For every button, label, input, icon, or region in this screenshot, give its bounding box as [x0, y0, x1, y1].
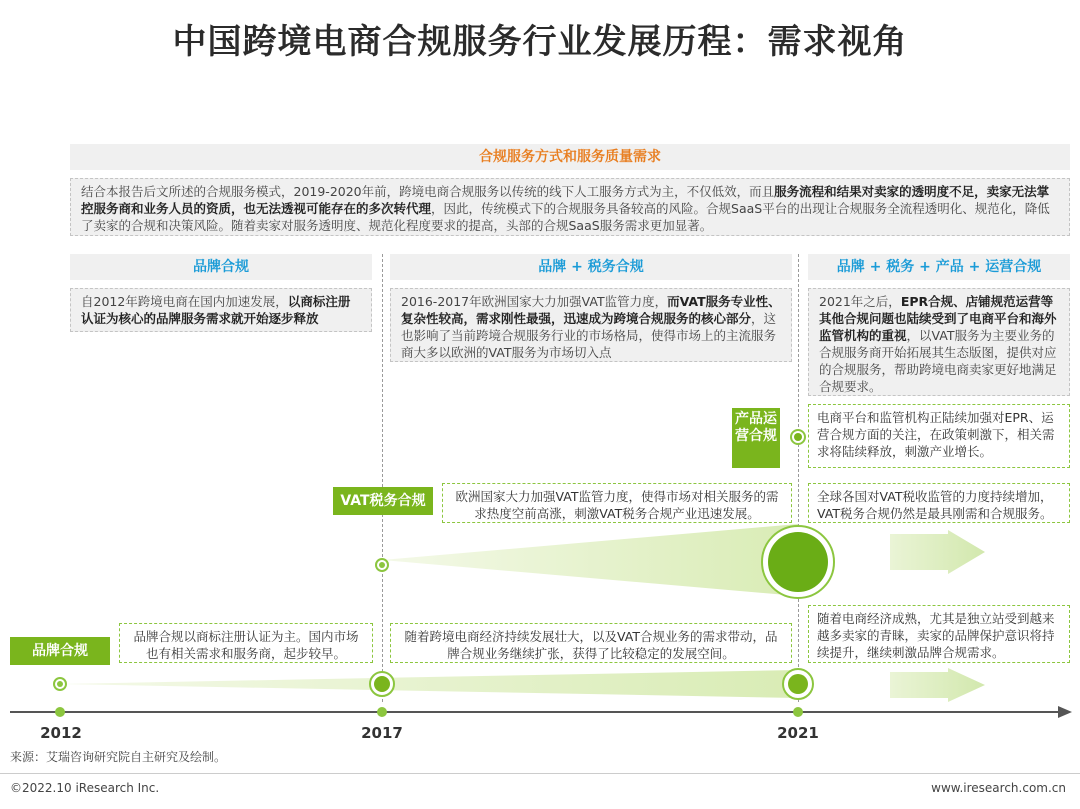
axis-dot-2017: [377, 707, 387, 717]
axis-year-2017: 2017: [361, 724, 403, 742]
axis-year-2012: 2012: [40, 724, 82, 742]
stage-text-brand-tax: 2016-2017年欧洲国家大力加强VAT监管力度，而VAT服务专业性、复杂性较高，需求刚性最强，迅速成为跨境合规服务的核心部分，这也影响了当前跨境合规服务行业的市场格局，使得市场上的主流服务商大多以欧洲的VAT服务为市场切入点: [390, 288, 792, 362]
source-note: 来源：艾瑞咨询研究院自主研究及绘制。: [10, 750, 227, 764]
axis-dot-2012: [55, 707, 65, 717]
stage-header-brand-tax: 品牌 + 税务合规: [390, 254, 792, 280]
stage-text-brand: 自2012年跨境电商在国内加速发展，以商标注册认证为核心的品牌服务需求就开始逐步释放: [70, 288, 372, 332]
vat-growth-cone: [382, 524, 798, 596]
footer-divider: [0, 773, 1080, 774]
vat-point-2021-inner: [768, 532, 828, 592]
product-ops-point-2021-inner: [794, 433, 802, 441]
section-header-service-demand: 合规服务方式和服务质量需求: [70, 144, 1070, 170]
brand-arrow-shape: [890, 668, 985, 702]
axis-dot-2021: [793, 707, 803, 717]
brand-point-2017-inner: [374, 676, 390, 692]
brand-point-2012-inner: [57, 681, 63, 687]
axis-year-2021: 2021: [777, 724, 819, 742]
stage-header-full-compliance: 品牌 + 税务 + 产品 + 运营合规: [808, 254, 1070, 280]
track-label-vat: VAT税务合规: [333, 487, 433, 515]
note-vat-2017: 欧洲国家大力加强VAT监管力度，使得市场对相关服务的需求热度空前高涨，刺激VAT税务合规产业迅速发展。: [442, 483, 792, 523]
note-brand-2021: 随着电商经济成熟，尤其是独立站受到越来越多卖家的青睐，卖家的品牌保护意识将持续提升，继续刺激品牌合规需求。: [808, 605, 1070, 663]
note-product-ops-2021: 电商平台和监管机构正陆续加强对EPR、运营合规方面的关注，在政策刺激下，相关需求将陆续释放，刺激产业增长。: [808, 404, 1070, 468]
brand-growth-band: [60, 670, 798, 698]
note-brand-2017: 随着跨境电商经济持续发展壮大，以及VAT合规业务的需求带动，品牌合规业务继续扩张，获得了比较稳定的发展空间。: [390, 623, 792, 663]
note-vat-2021: 全球各国对VAT税收监管的力度持续增加，VAT税务合规仍然是最具刚需和合规服务。: [808, 483, 1070, 523]
service-demand-text: 结合本报告后文所述的合规服务模式，2019-2020年前，跨境电商合规服务以传统的线下人工服务方式为主，不仅低效，而且服务流程和结果对卖家的透明度不足，卖家无法掌控服务商和业务人员的资质，也无法透视可能存在的多次转代理，因此，传统模式下的合规服务具备较高的风险。合规SaaS平台的出现让合规服务全流程透明化、规范化，降低了卖家的合规和决策风险。随着卖家对服务透明度、规范化程度要求的提高，头部的合规SaaS服务需求更加显著。: [70, 178, 1070, 236]
stage-text-full-compliance: 2021年之后，EPR合规、店铺规范运营等其他合规问题也陆续受到了电商平台和海外监管机构的重视，以VAT服务为主要业务的合规服务商开始拓展其生态版图，提供对应的合规服务，帮助跨境电商卖家更好地满足合规要求。: [808, 288, 1070, 396]
copyright: ©2022.10 iResearch Inc.: [10, 781, 160, 795]
vat-point-2017-inner: [379, 562, 385, 568]
time-axis-arrowhead: [1058, 706, 1072, 718]
brand-point-2021-inner: [788, 674, 808, 694]
stage-header-brand: 品牌合规: [70, 254, 372, 280]
note-brand-2012: 品牌合规以商标注册认证为主。国内市场也有相关需求和服务商，起步较早。: [119, 623, 373, 663]
track-label-product-ops: 产品运营合规: [732, 408, 780, 468]
vat-arrow-shape: [890, 530, 985, 574]
track-label-brand: 品牌合规: [10, 637, 110, 665]
website: www.iresearch.com.cn: [931, 781, 1066, 795]
page-title: 中国跨境电商合规服务行业发展历程：需求视角: [172, 22, 908, 62]
